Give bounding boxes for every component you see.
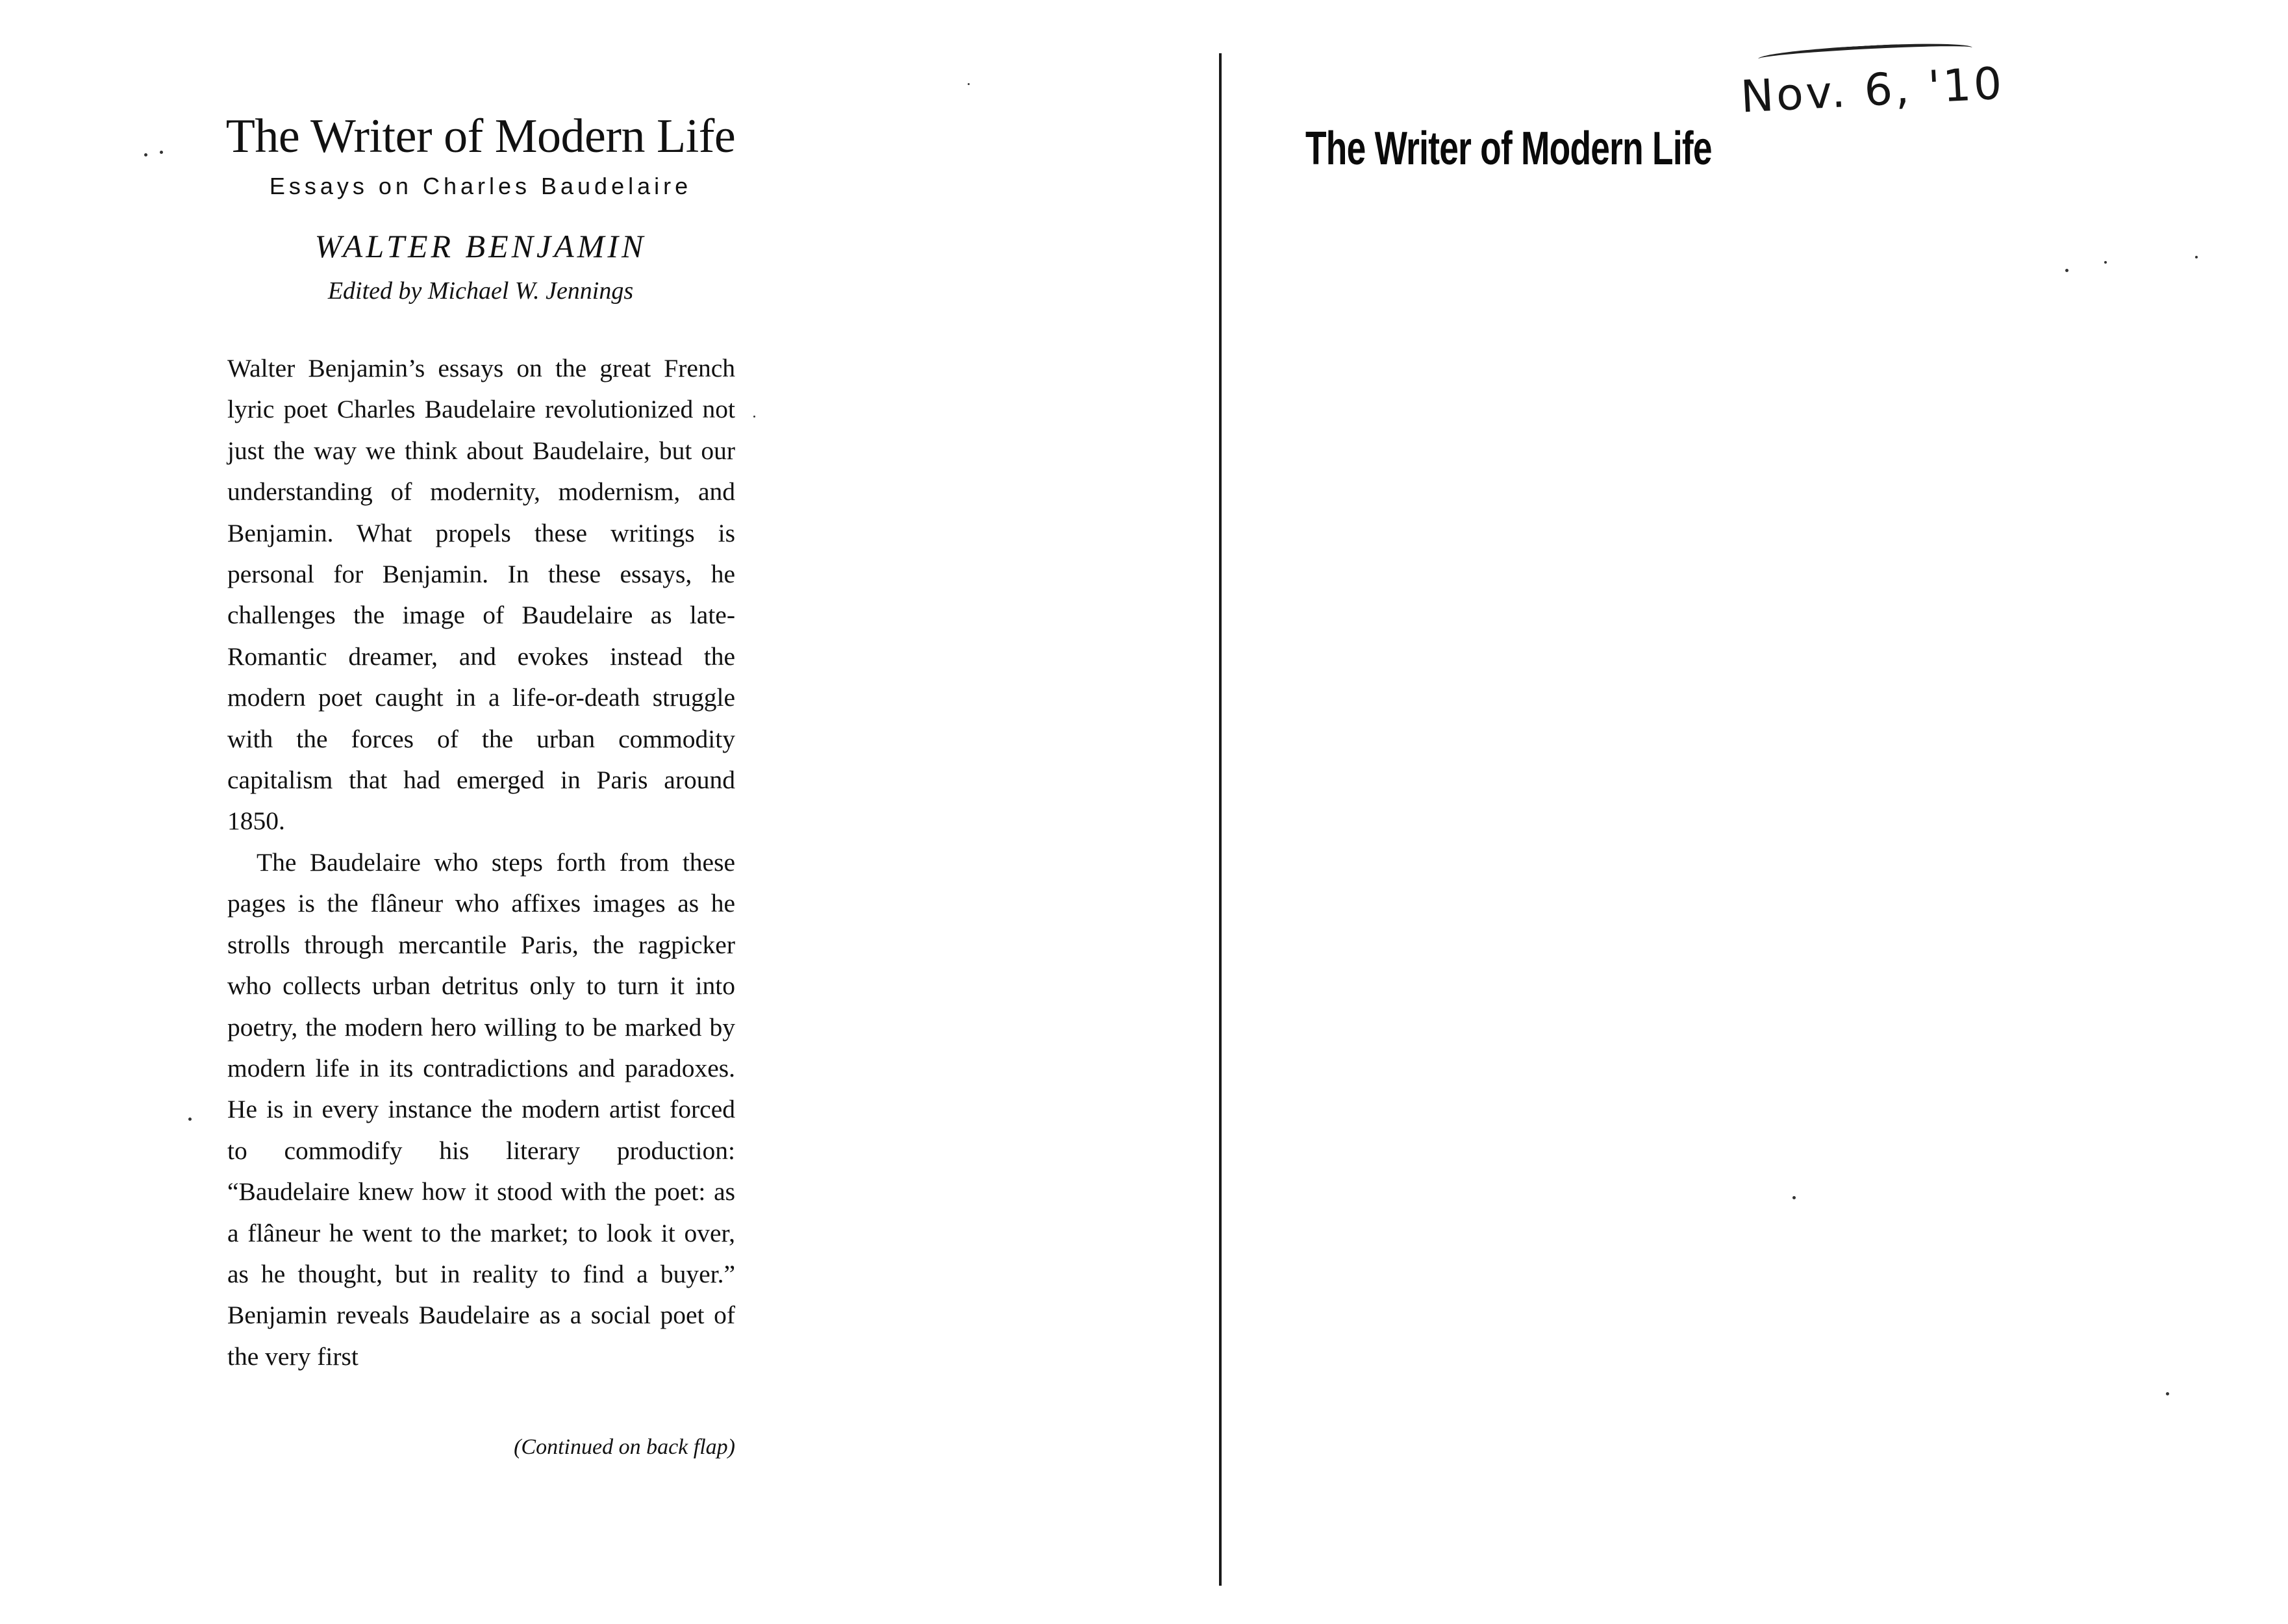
scan-speck bbox=[160, 151, 163, 154]
scan-speck bbox=[2065, 269, 2068, 272]
scan-speck bbox=[968, 83, 970, 85]
scan-speck bbox=[144, 153, 147, 156]
flap-paragraph: The Baudelaire who steps forth from these pages is the flâneur who affixes images as he strolls through mercantile Paris, the ragpicker who collects urban detritus only to turn it into poetry, the modern hero willing to be marked by modern life in its contradictions and paradoxes. He is in every instance the modern artist forced to commodify his literary production: “Baudelaire knew how it stood with the poet: as a flâneur he went to the market; to look it over, as he thought, but in reality to find a buyer.” Benjamin reveals Baudelaire as a social poet of the very first bbox=[227, 847, 735, 1371]
continued-on-back-flap-note: (Continued on back flap) bbox=[514, 1435, 735, 1459]
scan-speck bbox=[188, 1118, 192, 1121]
half-title-heading: The Writer of Modern Life bbox=[1305, 123, 1712, 175]
handwritten-date-note: Nov. 6, '10 bbox=[1739, 58, 2006, 123]
scan-speck bbox=[2104, 261, 2107, 264]
flap-book-subtitle: Essays on Charles Baudelaire bbox=[269, 173, 692, 199]
half-title-page bbox=[1221, 0, 2288, 1624]
scan-speck bbox=[2195, 256, 2198, 258]
flap-paragraph: Walter Benjamin’s essays on the great French lyric poet Charles Baudelaire revolutionized not just the way we think about Baudelaire, but our understanding of modernity, modernism, and Benjamin. What propels these writings is personal for Benjamin. In these essays, he challenges the image of Baudelaire as late-Romantic dreamer, and evokes instead the modern poet caught in a life-or-death struggle with the forces of the urban commodity capitalism that had emerged in Paris around 1850. bbox=[227, 354, 735, 836]
flap-book-title: The Writer of Modern Life bbox=[225, 110, 736, 163]
flap-editor-credit: Edited by Michael W. Jennings bbox=[327, 277, 634, 305]
scan-speck bbox=[1792, 1196, 1796, 1199]
scan-speck bbox=[753, 416, 755, 418]
flap-description bbox=[227, 348, 735, 1377]
flap-author-name: WALTER BENJAMIN bbox=[314, 228, 647, 264]
scan-speck bbox=[2166, 1392, 2169, 1395]
